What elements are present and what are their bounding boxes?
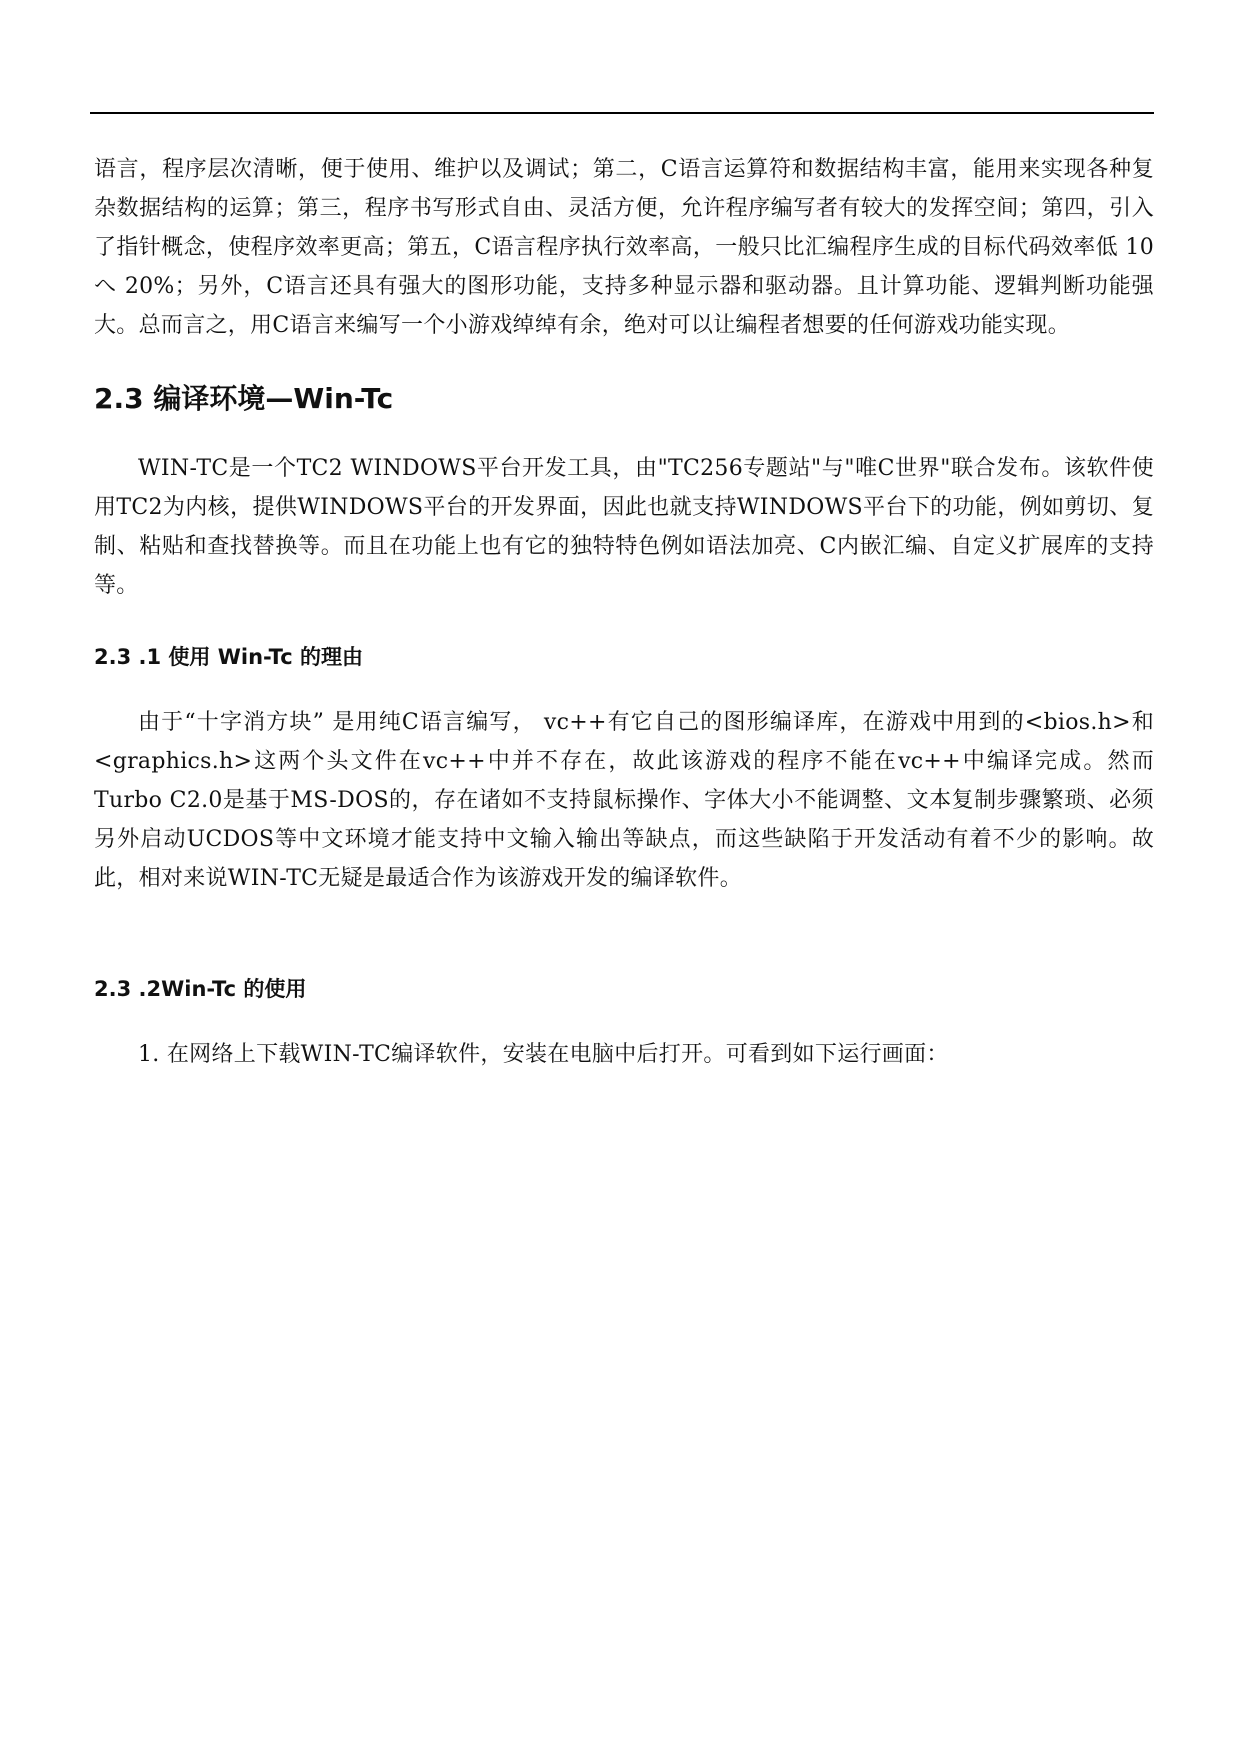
subsection-heading-2-3-1: 2.3 .1 使用 Win-Tc 的理由: [94, 645, 363, 669]
paragraph-win-tc-intro: WIN-TC是一个TC2 WINDOWS平台开发工具，由"TC256专题站"与"唯C世界"联合发布。该软件使用TC2为内核，提供WINDOWS平台的开发界面，因此也就支持WINDOWS平台下的功能，例如剪切、复制、粘贴和查找替换等。而且在功能上也有它的独特特色例如语法加亮、C内嵌汇编、自定义扩展库的支持等。: [94, 456, 1154, 598]
subsection-heading-2-3-2: 2.3 .2Win-Tc 的使用: [94, 977, 307, 1001]
page-content: [94, 150, 1154, 1074]
paragraph-win-tc-usage-step-1: 1. 在网络上下载WIN-TC编译软件，安装在电脑中后打开。可看到如下运行画面：: [138, 1042, 949, 1067]
header-rule: [90, 112, 1154, 114]
section-heading-2-3: 2.3 编译环境—Win-Tc: [94, 382, 394, 415]
paragraph-win-tc-reasons: 由于“十字消方块” 是用纯C语言编写， vc++有它自己的图形编译库，在游戏中用到的<bios.h>和<graphics.h>这两个头文件在vc++中并不存在，故此该游戏的程序不能在vc++中编译完成。然而Turbo C2.0是基于MS-DOS的，存在诸如不支持鼠标操作、字体大小不能调整、文本复制步骤繁琐、必须另外启动UCDOS等中文环境才能支持中文输入输出等缺点，而这些缺陷于开发活动有着不少的影响。故此，相对来说WIN-TC无疑是最适合作为该游戏开发的编译软件。: [94, 710, 1154, 891]
paragraph-c-language-advantages: 语言，程序层次清晰，便于使用、维护以及调试；第二，C语言运算符和数据结构丰富，能用来实现各种复杂数据结构的运算；第三，程序书写形式自由、灵活方便，允许程序编写者有较大的发挥空间；第四，引入了指针概念，使程序效率更高；第五，C语言程序执行效率高，一般只比汇编程序生成的目标代码效率低 10 へ 20%；另外，C语言还具有强大的图形功能，支持多种显示器和驱动器。且计算功能、逻辑判断功能强大。总而言之，用C语言来编写一个小游戏绰绰有余，绝对可以让编程者想要的任何游戏功能实现。: [94, 157, 1154, 338]
